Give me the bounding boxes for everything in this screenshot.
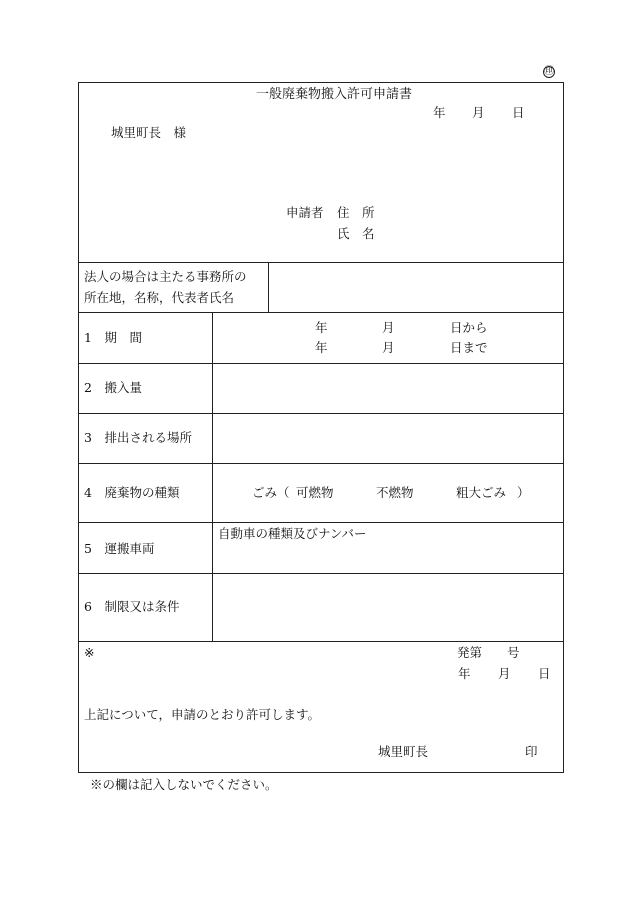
permit-date-month: 月: [498, 666, 511, 681]
origin-label: 3 排出される場所: [84, 430, 192, 445]
issue-number: 発第 号: [457, 645, 520, 660]
corporate-info-label-line1: 法人の場合は主たる事務所の: [84, 269, 247, 284]
official-use-mark: ※: [84, 645, 95, 660]
applicant-address-label: 住 所: [337, 205, 375, 220]
corner-seal-mark: ㊞: [544, 66, 554, 77]
waste-type-label: 4 廃棄物の種類: [84, 485, 180, 500]
period-to-year: 年: [315, 340, 328, 355]
divider-corporate: [78, 312, 564, 313]
amount-label: 2 搬入量: [84, 380, 142, 395]
waste-option-bulky[interactable]: 粗大ごみ: [456, 485, 507, 500]
vehicle-label: 5 運搬車両: [84, 541, 155, 556]
vehicle-note: 自動車の種類及びナンバー: [218, 526, 367, 541]
application-date-year: 年: [433, 105, 446, 120]
divider-vehicle: [78, 573, 564, 574]
waste-option-noncombustible[interactable]: 不燃物: [376, 485, 414, 500]
period-to-month: 月: [382, 340, 395, 355]
divider-origin: [78, 463, 564, 464]
waste-type-prefix: ごみ（: [252, 485, 290, 500]
form-title: 一般廃棄物搬入許可申請書: [256, 87, 413, 102]
divider-amount: [78, 413, 564, 414]
period-from-day: 日から: [450, 320, 488, 335]
permit-statement: 上記について，申請のとおり許可します。: [84, 707, 321, 722]
permit-seal-label: 印: [525, 744, 538, 759]
application-date-day: 日: [512, 105, 525, 120]
period-to-day: 日まで: [450, 340, 488, 355]
divider-period: [78, 363, 564, 364]
footnote: ※の欄は記入しないでください。: [90, 777, 278, 792]
divider-label-column: [212, 312, 213, 641]
period-label: 1 期 間: [84, 330, 142, 345]
application-date-month: 月: [472, 105, 485, 120]
divider-conditions: [78, 641, 564, 642]
permit-signer: 城里町長: [378, 744, 429, 759]
period-from-year: 年: [315, 320, 328, 335]
divider-header: [78, 262, 564, 263]
period-from-month: 月: [382, 320, 395, 335]
addressee: 城里町長 様: [111, 125, 187, 140]
divider-corporate-vertical: [268, 262, 269, 312]
permit-date-day: 日: [538, 666, 551, 681]
applicant-name-label: 氏 名: [337, 226, 375, 241]
waste-option-combustible[interactable]: 可燃物: [296, 485, 334, 500]
permit-date-year: 年: [458, 666, 471, 681]
application-form-frame: [78, 82, 564, 773]
divider-waste-type: [78, 522, 564, 523]
applicant-label: 申請者: [286, 205, 324, 220]
corporate-info-label-line2: 所在地，名称，代表者氏名: [84, 290, 235, 305]
conditions-label: 6 制限又は条件: [84, 599, 180, 614]
waste-type-suffix: ）: [517, 485, 530, 500]
